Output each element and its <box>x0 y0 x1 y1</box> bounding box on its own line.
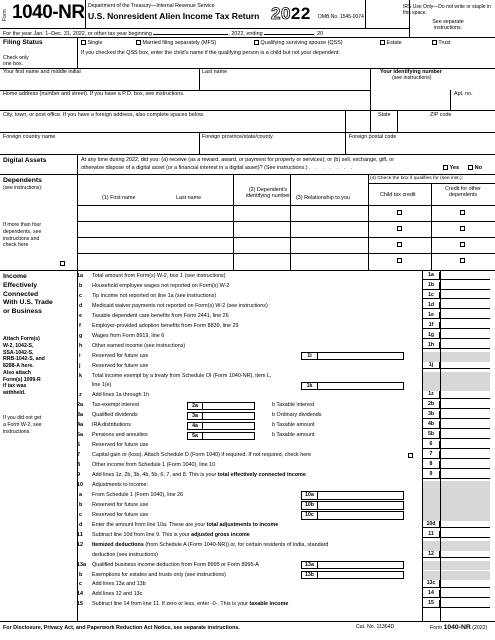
dependent-other-checkbox-1[interactable] <box>460 210 465 216</box>
line-column-label: 2b <box>422 401 440 409</box>
dependent-other-checkbox-3[interactable] <box>460 242 465 248</box>
dependent-check-header: (4) Check the box if qualifies for (see inst.): <box>370 176 463 181</box>
line-number: c <box>79 511 82 518</box>
trust-checkbox[interactable] <box>432 40 437 45</box>
line-number: e <box>79 312 82 319</box>
dependents-heading: Dependents <box>3 177 42 184</box>
line-inner-box-label: 10c <box>301 511 318 519</box>
line-number: 15 <box>77 601 83 608</box>
line-amount[interactable] <box>440 312 490 320</box>
line-amount[interactable] <box>440 411 490 419</box>
line-inner-amount[interactable] <box>203 412 255 420</box>
digital-no[interactable]: No <box>468 165 482 171</box>
line-amount[interactable] <box>440 332 490 340</box>
estate-checkbox[interactable] <box>380 40 385 45</box>
line-text: From Schedule 1 (Form 1040), line 26 <box>92 491 184 498</box>
line-inner-amount[interactable] <box>318 491 404 499</box>
line-number: c <box>79 292 82 299</box>
line-shaded-area <box>422 372 490 382</box>
line-amount[interactable] <box>440 441 490 449</box>
form-number: 1040-NR <box>12 2 85 23</box>
line-inner-amount[interactable] <box>318 382 404 390</box>
last-name-input[interactable] <box>202 76 368 90</box>
line-inner-amount[interactable] <box>318 501 404 509</box>
line-number: 12 <box>77 541 83 548</box>
line-text: Pensions and annuities <box>92 432 148 439</box>
digital-assets-question-2: otherwise dispose of a digital asset (or a financial interest in a digital asset)? (See instructions.) . . . . . . . <box>81 165 355 171</box>
foreign-province-label: Foreign province/state/county <box>202 134 273 140</box>
zip-label: ZIP code <box>430 112 452 118</box>
first-name-label: Your first name and middle initial <box>3 69 81 75</box>
line-column-label: 1e <box>422 312 440 320</box>
filing-option-qss[interactable]: Qualifying surviving spouse (QSS) <box>254 40 343 46</box>
line-text: Total amount from Form(s) W-2, box 1 (see instructions) <box>92 273 226 279</box>
dependent-first-name-header: (1) First name <box>102 195 136 201</box>
child-tax-credit-header: Child tax credit <box>380 192 416 198</box>
line-column-label: 9 <box>422 471 440 479</box>
line-column-label: 3b <box>422 411 440 419</box>
line-number: 3a <box>77 412 83 419</box>
dependent-ctc-checkbox-3[interactable] <box>397 242 402 248</box>
digital-assets-heading: Digital Assets <box>3 157 47 164</box>
line-number: h <box>79 342 83 349</box>
line-number: d <box>79 521 83 528</box>
irs-use-only: IRS Use Only—Do not write or staple in this space. <box>403 4 491 16</box>
line-shaded-area <box>422 352 490 362</box>
line-text: Subtract line 10d from line 9. This is your adjusted gross income <box>92 531 250 538</box>
line-column-label: 7 <box>422 451 440 459</box>
apt-label: Apt. no. <box>454 91 473 97</box>
line-column-label: 14 <box>422 590 440 598</box>
dependents-more-note: If more than four dependents, see instructions and check here <box>3 222 42 249</box>
line-inner-amount[interactable] <box>318 571 404 579</box>
line-column-label: 1d <box>422 302 440 310</box>
line-number: 11 <box>77 531 83 538</box>
line-text: Reserved for future use <box>92 362 149 369</box>
line-inner-amount[interactable] <box>203 432 255 440</box>
line-shaded-area <box>422 501 490 511</box>
line-text: Employer-provided adoption benefits from Form 8839, line 29 <box>92 322 239 329</box>
line-inner-box-label: 10b <box>301 501 318 509</box>
qss-child-note: If you checked the QSS box, enter the child’s name if the qualifying person is a child but not your dependent: <box>81 50 340 56</box>
line-inner-box-label: 13b <box>301 571 318 579</box>
line-column-label: 13c <box>422 580 440 588</box>
line-shaded-area <box>422 561 490 571</box>
line-column-label: 4b <box>422 421 440 429</box>
line-inner-box-label: 13a <box>301 561 318 569</box>
filing-status-note: Check only one box. <box>3 55 29 67</box>
footer-form: Form 1040-NR (2022) <box>430 624 488 631</box>
home-address-input[interactable] <box>3 98 443 110</box>
filing-option-mfs[interactable]: Married filing separately (MFS) <box>136 40 216 46</box>
line-amount[interactable] <box>440 292 490 300</box>
line-inner-amount[interactable] <box>318 352 404 360</box>
tax-year: 2022 <box>271 4 311 23</box>
first-name-input[interactable] <box>3 76 197 90</box>
income-heading: Income Effectively Connected With U.S. Trade or Business <box>3 273 53 316</box>
line-column-label: 1j <box>422 362 440 370</box>
line-number: 10 <box>77 481 83 488</box>
line-number: 4a <box>77 422 83 429</box>
line-text: Reserved for future use <box>92 442 149 449</box>
line-column-label: 11 <box>422 531 440 539</box>
line-inner-amount[interactable] <box>318 561 404 569</box>
line-text: Subtract line 14 from line 11. If zero or less, enter -0-. This is your taxable income <box>92 601 289 608</box>
line-amount[interactable] <box>440 590 490 598</box>
line-amount[interactable] <box>440 391 490 399</box>
line-column-label: 6 <box>422 441 440 449</box>
line-amount[interactable] <box>440 461 490 469</box>
line-number: a <box>79 491 82 498</box>
line-text: Itemized deductions (from Schedule A (Form 1040-NR)) or, for certain residents of India, standard <box>92 541 329 548</box>
dependent-ctc-checkbox-4[interactable] <box>397 258 402 264</box>
line-amount[interactable] <box>440 451 490 459</box>
line-amount[interactable] <box>440 531 490 539</box>
omb-number: OMB No. 1545-0074 <box>318 14 364 20</box>
line-number: 7 <box>77 452 80 459</box>
line-text: Wages from Form 8919, line 6 <box>92 332 165 339</box>
line-shaded-area <box>422 511 490 521</box>
line-text: Qualified dividends <box>92 412 138 419</box>
dependent-id-header: (2) Dependent’s identifying number <box>245 187 291 200</box>
line-number: 5a <box>77 432 83 439</box>
filing-status-heading: Filing Status <box>3 39 43 46</box>
line-column-label: 8 <box>422 461 440 469</box>
other-dependents-header: Credit for other dependents <box>445 186 481 199</box>
line-amount[interactable] <box>440 471 490 479</box>
line-column-label: 1g <box>422 332 440 340</box>
line-inner-box-label: 10a <box>301 491 318 499</box>
line-text: Medicaid waiver payments not reported on Form(s) W-2 (see instructions) <box>92 302 268 309</box>
line-text: Reserved for future use <box>92 352 149 359</box>
line-column-label: 1h <box>422 342 440 350</box>
attach-note: Attach Form(s) W-2, 1042-S, SSA-1042-S, RRB-1042-S, and 8288-A here. Also attach Form(s) 1099-R if tax was withheld. <box>3 336 45 396</box>
line-text: Qualified business income deduction from Form 8995 or Form 8995-A <box>92 561 259 568</box>
foreign-postal-label: Foreign postal code <box>349 134 397 140</box>
line-text: Household employee wages not reported on Form(s) W-2 <box>92 282 230 289</box>
dependent-ctc-checkbox-2[interactable] <box>397 226 402 232</box>
footer-notice: For Disclosure, Privacy Act, and Paperwork Reduction Act Notice, see separate instructions. <box>3 625 240 631</box>
line-number: k <box>79 372 82 379</box>
no-w2-note: If you did not get a Form W-2, see instructions. <box>3 415 42 435</box>
line-amount[interactable] <box>440 282 490 290</box>
line-number: 2a <box>77 402 83 409</box>
line-amount[interactable] <box>440 551 490 559</box>
line-text: Other income from Schedule 1 (Form 1040), line 10 <box>92 462 216 469</box>
line-text: Reserved for future use <box>92 501 149 508</box>
digital-yes[interactable]: Yes <box>443 165 459 171</box>
line-amount[interactable] <box>440 272 490 280</box>
line-column-label: 12 <box>422 551 440 559</box>
line-number: b <box>79 571 83 578</box>
line-shaded-area <box>422 381 490 391</box>
line-inner-box-label: 1k <box>301 382 318 390</box>
line-column-label: 1b <box>422 282 440 290</box>
line-right-text: b Taxable amount <box>272 432 315 439</box>
line-inner-box-label: 3a <box>187 412 203 420</box>
dependent-last-name-header: Last name <box>176 195 202 201</box>
line-text: Add lines 12 and 13c <box>92 591 143 598</box>
line-text: Exemptions for estates and trusts only (see instructions) <box>92 571 226 578</box>
form-title: U.S. Nonresident Alien Income Tax Return <box>88 11 260 21</box>
city-label: City, town, or post office. If you have a foreign address, also complete spaces below. <box>3 112 205 118</box>
line-text: IRA distributions <box>92 422 131 429</box>
line-amount[interactable] <box>440 302 490 310</box>
dependents-more-checkbox[interactable] <box>60 261 65 267</box>
state-label: State <box>378 112 391 118</box>
single-checkbox[interactable] <box>81 40 86 45</box>
line-number: c <box>79 581 82 588</box>
line-text: Taxable dependent care benefits from Form 2441, line 26 <box>92 312 229 319</box>
line-text: line 1(e) <box>92 382 112 389</box>
line-shaded-area <box>422 541 490 551</box>
line-text: Add lines 13a and 13b <box>92 581 146 588</box>
line-number: z <box>79 392 82 399</box>
line-inner-amount[interactable] <box>203 422 255 430</box>
foreign-country-label: Foreign country name <box>3 134 56 140</box>
mfs-checkbox[interactable] <box>136 40 141 45</box>
line-amount[interactable] <box>440 521 490 529</box>
dependent-ctc-checkbox-1[interactable] <box>397 210 402 216</box>
digital-assets-question-1: At any time during 2022, did you: (a) receive (as a reward, award, or payment for property or services); or (b) sell, exchange, gift, or <box>81 157 395 163</box>
tax-year-text: For the year Jan. 1–Dec. 31, 2022, or other tax year beginning , 2022, ending , 20 <box>3 31 324 37</box>
line-text: Add lines 1z, 2b, 3b, 4b, 5b, 6, 7, and 8. This is your total effectively connected income <box>92 472 306 478</box>
line-right-text: b Ordinary dividends <box>272 412 322 419</box>
line-column-label: 10d <box>422 521 440 529</box>
department-text: Department of the Treasury—Internal Revenue Service <box>88 3 215 9</box>
line-inner-amount[interactable] <box>318 511 404 519</box>
line-inner-box-label: 2a <box>187 402 203 410</box>
line-shaded-area <box>422 571 490 581</box>
line-number: i <box>79 352 81 359</box>
line-text: Enter the amount from line 10a. These are your total adjustments to income <box>92 521 279 528</box>
dependents-sub: (see instructions): <box>3 185 43 191</box>
line-number: f <box>79 322 81 329</box>
line-inner-box-label: 5a <box>187 432 203 440</box>
line-column-label: 5b <box>422 431 440 439</box>
dependent-other-checkbox-2[interactable] <box>460 226 465 232</box>
form-label: Form <box>2 9 8 21</box>
line-column-label: 1c <box>422 292 440 300</box>
line-number: g <box>79 332 83 339</box>
identifying-number-note: (see instructions) <box>392 75 432 81</box>
line-amount[interactable] <box>440 362 490 370</box>
line-number: 1a <box>77 273 83 279</box>
line-text: Reserved for future use <box>92 511 149 518</box>
line-amount[interactable] <box>440 401 490 409</box>
line-number: b <box>79 282 83 289</box>
line-number: j <box>79 362 81 369</box>
line-column-label: 1a <box>422 272 440 280</box>
line-number: d <box>79 302 83 309</box>
line-number: 13a <box>77 561 86 568</box>
line-text: Adjustments to income: <box>92 481 149 488</box>
line-number: 8 <box>77 462 80 469</box>
dependent-other-checkbox-4[interactable] <box>460 258 465 264</box>
line-amount[interactable] <box>440 322 490 330</box>
line-amount[interactable] <box>440 600 490 608</box>
qss-checkbox[interactable] <box>254 40 259 45</box>
line-shaded-area <box>422 481 490 491</box>
line-column-label: 1z <box>422 391 440 399</box>
filing-option-trust[interactable]: Trust <box>432 40 451 46</box>
line-shaded-area <box>422 491 490 501</box>
line-number: 6 <box>77 442 80 449</box>
line-right-text: b Taxable interest <box>272 402 315 409</box>
line-amount[interactable] <box>440 580 490 588</box>
line7-checkbox[interactable] <box>408 453 413 458</box>
filing-option-estate[interactable]: Estate <box>380 40 402 46</box>
line-amount[interactable] <box>440 421 490 429</box>
line-text: Tax-exempt interest <box>92 402 140 409</box>
last-name-label: Last name <box>202 69 228 75</box>
line-column-label: 1f <box>422 322 440 330</box>
cat-number: Cat. No. 11364D <box>356 624 395 630</box>
line-right-text: b Taxable amount <box>272 422 315 429</box>
line-number: b <box>79 501 83 508</box>
line-text: Add lines 1a through 1h <box>92 392 149 399</box>
line-text: Tip income not reported on line 1a (see instructions) <box>92 292 217 299</box>
line-column-label: 15 <box>422 600 440 608</box>
line-inner-box-label: 1i <box>301 352 318 360</box>
filing-option-single[interactable]: Single <box>81 40 103 46</box>
line-amount[interactable] <box>440 342 490 350</box>
city-input[interactable] <box>3 119 343 131</box>
line-text: Other earned income (see instructions) <box>92 342 186 349</box>
dependent-relationship-header: (3) Relationship to you <box>296 195 350 201</box>
line-text: deduction (see instructions) <box>92 551 158 558</box>
line-inner-amount[interactable] <box>203 402 255 410</box>
line-text: Total income exempt by a treaty from Schedule OI (Form 1040-NR), item L, <box>92 372 272 379</box>
line-inner-box-label: 4a <box>187 422 203 430</box>
line-number: 14 <box>77 591 83 598</box>
line-text: Capital gain or (loss). Attach Schedule D (Form 1040) if required. If not required, check here <box>92 452 312 459</box>
identifying-number-label: Your identifying number <box>380 69 442 75</box>
home-address-label: Home address (number and street). If you have a P.O. box, see instructions. <box>3 91 185 97</box>
line-number: 9 <box>77 472 80 478</box>
line-amount[interactable] <box>440 431 490 439</box>
